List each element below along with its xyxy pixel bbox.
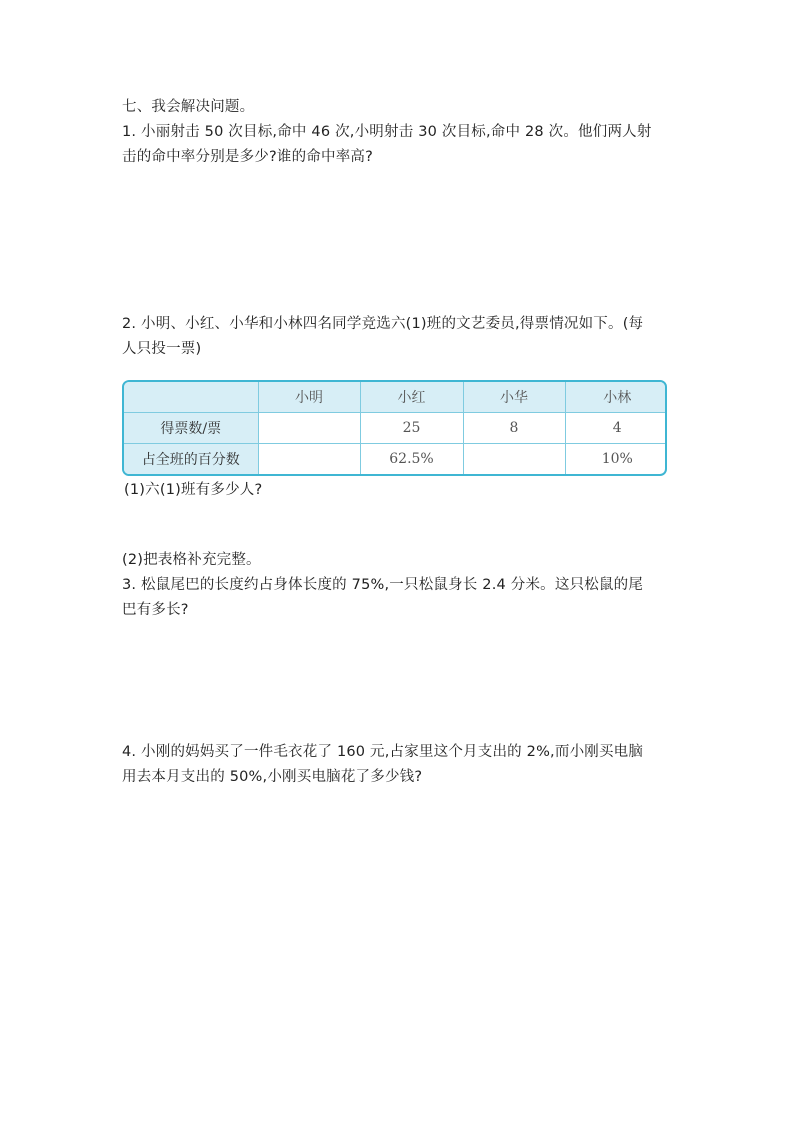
question-2-sub-1: (1)六(1)班有多少人?	[124, 482, 263, 498]
table-cell	[463, 444, 565, 474]
table-row-label: 占全班的百分数	[124, 444, 258, 474]
question-4-line-2: 用去本月支出的 50%,小刚买电脑花了多少钱?	[122, 769, 423, 785]
table-header-cell: 小红	[360, 382, 463, 412]
table-cell	[258, 412, 360, 443]
table-header-cell: 小华	[463, 382, 565, 412]
vote-table	[122, 380, 667, 476]
question-2-sub-2: (2)把表格补充完整。	[122, 552, 261, 568]
question-2-line-2: 人只投一票)	[122, 341, 202, 357]
table-cell: 10%	[565, 444, 667, 474]
question-2-line-1: 2. 小明、小红、小华和小林四名同学竞选六(1)班的文艺委员,得票情况如下。(每	[122, 316, 644, 332]
table-header-row	[124, 382, 667, 412]
table-cell: 4	[565, 412, 667, 443]
table-row	[124, 444, 667, 474]
table-row-label: 得票数/票	[124, 412, 258, 443]
table-cell	[258, 444, 360, 474]
table-header-cell	[124, 382, 258, 412]
table-cell: 8	[463, 412, 565, 443]
table-header-cell: 小明	[258, 382, 360, 412]
table-cell: 25	[360, 412, 463, 443]
table-row	[124, 412, 667, 443]
question-1-line-1: 1. 小丽射击 50 次目标,命中 46 次,小明射击 30 次目标,命中 28 次。他们两人射	[122, 124, 652, 140]
question-1-line-2: 击的命中率分别是多少?谁的命中率高?	[122, 149, 373, 165]
question-3-line-1: 3. 松鼠尾巴的长度约占身体长度的 75%,一只松鼠身长 2.4 分米。这只松鼠的尾	[122, 577, 644, 593]
table-header-cell: 小林	[565, 382, 667, 412]
table-cell: 62.5%	[360, 444, 463, 474]
question-4-line-1: 4. 小刚的妈妈买了一件毛衣花了 160 元,占家里这个月支出的 2%,而小刚买电脑	[122, 744, 644, 760]
section-title: 七、我会解决问题。	[122, 99, 255, 115]
question-3-line-2: 巴有多长?	[122, 602, 189, 618]
